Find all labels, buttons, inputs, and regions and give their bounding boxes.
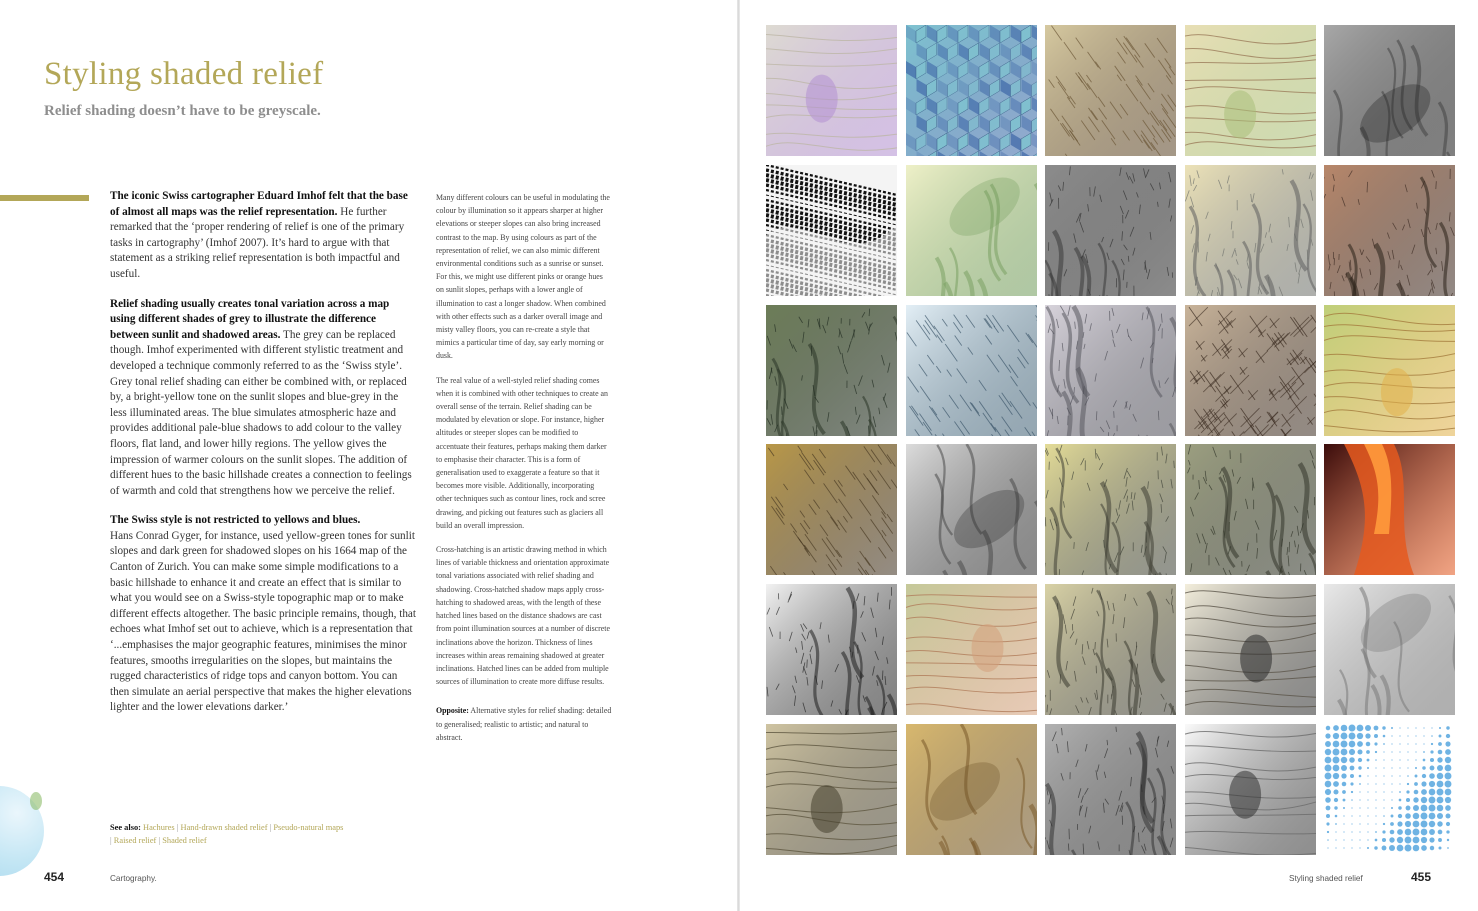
see-also-link-hachures[interactable]: Hachures: [143, 823, 175, 832]
running-footer: Styling shaded relief: [1289, 874, 1363, 883]
relief-tile-image: [1324, 724, 1455, 855]
relief-tile-image: [906, 584, 1037, 715]
body-text: He further remarked that the ‘proper rendering of relief is one of the primary tasks in cartography’ (Imhof 2007). It’s hard to argue with that statement as a striking relief representation is both impactful and useful.: [110, 205, 405, 280]
relief-tile-red-brown-rock: [1324, 165, 1455, 296]
relief-tile-pale-yellow-green: [906, 165, 1037, 296]
relief-tile-image: [1185, 25, 1316, 156]
relief-tile-image: [906, 25, 1037, 156]
relief-tile-image: [1324, 305, 1455, 436]
relief-style-grid: [766, 25, 1472, 855]
page-number: 455: [1411, 870, 1432, 884]
relief-tile-image: [906, 305, 1037, 436]
side-paragraph-colours: Many different colours can be useful in modulating the colour by illumination so it appears sharper at higher elevations or steeper slopes can also bring increased contrast to the map. By using colours as part of the representation of relief, we can also mimic different environmental conditions such as a sunrise or sunset. For this, we might use different pinks or orange hues on sunlit slopes, perhaps with a lower angle of illumination to cast a longer shadow. When combined with other effects such as a darker overall image and misty valley floors, you can re-create a style that mimics a particular time of day, say early morning or dusk.: [436, 193, 610, 361]
caption-text: Alternative styles for relief shading: detailed to generalised; realistic to artistic; and natural to abstract.: [436, 706, 612, 742]
relief-tile-image: [766, 305, 897, 436]
see-also-link-hand-drawn-shaded-relief[interactable]: Hand-drawn shaded relief: [180, 823, 268, 832]
body-text: The grey can be replaced though. Imhof experimented with different stylistic treatment and developed a technique commonly referred to as the ‘Swiss style’. Grey tonal relief shading can either be combined with, or replaced by, a bright-yellow tone on the sunlit slopes and blue-grey in the less illuminated areas. The blue simulates atmospheric haze and provides additional pale-blue shadows to add colour to the valley floors, flat land, and lower hilly regions. The yellow gives the impression of warmer colours on the sunlit slopes. The addition of different hues to the basic hillshade creates a connection to feelings of warmth and cold that strengthens how we perceive the relief.: [110, 328, 412, 497]
see-also-separator: |: [158, 836, 161, 845]
relief-tile-blue-pen-sketch: [906, 305, 1037, 436]
page-title: Styling shaded relief: [44, 56, 324, 92]
relief-tile-image: [766, 584, 897, 715]
relief-tile-lilac-contours: [766, 25, 897, 156]
page-subtitle: Relief shading doesn’t have to be greyscale.: [44, 103, 321, 119]
relief-tile-image: [1045, 724, 1176, 855]
paragraph-swiss-style: [110, 513, 416, 716]
lead-sentence: Relief shading usually creates tonal variation across a map using different shades of grey to illustrate the difference between sunlit and shadowed areas.: [110, 297, 390, 341]
relief-tile-image: [1185, 165, 1316, 296]
relief-tile-grey-detailed: [1045, 724, 1176, 855]
page-number: 454: [44, 870, 65, 884]
paragraph-imhof: [110, 189, 416, 283]
relief-tile-image: [766, 724, 897, 855]
relief-tile-green-tint-contours: [1185, 25, 1316, 156]
see-also-link-raised-relief[interactable]: Raised relief: [113, 836, 157, 845]
relief-tile-golden-realistic: [906, 724, 1037, 855]
relief-tile-grey-rugged: [1045, 165, 1176, 296]
side-text-column: [436, 191, 612, 755]
relief-tile-layer-tint-lake: [906, 584, 1037, 715]
relief-tile-image: [1324, 444, 1455, 575]
relief-tile-image: [1185, 444, 1316, 575]
lead-sentence: The iconic Swiss cartographer Eduard Imhof felt that the base of almost all maps was the relief representation.: [110, 190, 408, 218]
running-footer: Cartography.: [110, 874, 157, 883]
relief-tile-image: [906, 165, 1037, 296]
relief-tile-image: [1045, 584, 1176, 715]
figure-caption: [436, 704, 612, 744]
relief-tile-brown-cross-hatch: [1185, 305, 1316, 436]
accent-rule: [0, 195, 89, 201]
relief-tile-image: [1045, 305, 1176, 436]
right-page: [740, 0, 1478, 911]
relief-tile-olive-sage: [1185, 444, 1316, 575]
relief-tile-yellow-pen-drainage: [1185, 165, 1316, 296]
relief-tile-image: [1185, 584, 1316, 715]
relief-tile-yellow-grey-relief: [1045, 584, 1176, 715]
relief-tile-image: [1185, 724, 1316, 855]
relief-tile-image: [906, 724, 1037, 855]
relief-tile-ink-sketch-white: [766, 584, 897, 715]
side-paragraph-cross-hatching: Cross-hatching is an artistic drawing method in which lines of variable thickness and orientation approximate tonal variations associated with relief shading and shadowing. Cross-hatched shadow maps apply cross-hatching to shadowed areas, with the length of these hatched lines based on the distance shadows are cast from point illumination sources at a number of discrete inclinations above the horizon. Thickness of lines increases within areas remaining shadowed at greater inclinations. Hatched lines can be added from multiple sources of illumination to create more diffuse results.: [436, 545, 610, 687]
side-paragraph-value: The real value of a well-styled relief shading comes when it is combined with other techniques to create an overall sense of the terrain. Relief shading can be modulated by elevation or slope. For instance, higher altitudes or steeper slopes can be modified to accentuate their features, perhaps making them darker to emphasise their character. This is a form of generalisation used to exaggerate a feature so that it becomes more visible. Additionally, incorporating other techniques such as contour lines, rock and scree drawing, and picking out features such as glaciers all build an overall impression.: [436, 375, 609, 530]
see-also-separator: |: [269, 823, 272, 832]
relief-tile-image: [766, 444, 897, 575]
caption-label: Opposite:: [436, 706, 469, 716]
relief-tile-contour-shaded-sepia: [766, 724, 897, 855]
globe-graphic: [0, 786, 44, 876]
lead-sentence: The Swiss style is not restricted to yellows and blues.: [110, 514, 361, 527]
relief-tile-image: [1324, 25, 1455, 156]
relief-tile-image: [1185, 305, 1316, 436]
relief-tile-thin-contours-cream: [1185, 584, 1316, 715]
relief-tile-blue-dots-abstract: [1324, 724, 1455, 855]
paragraph-tonal-variation: [110, 297, 416, 500]
see-also-link-shaded-relief[interactable]: Shaded relief: [162, 836, 207, 845]
see-also-separator: |: [176, 823, 179, 832]
relief-tile-image: [1324, 584, 1455, 715]
see-also-separator: |: [110, 836, 112, 845]
relief-tile-greyscale-high-contrast: [1324, 25, 1455, 156]
relief-tile-blue-cubes: [906, 25, 1037, 156]
relief-tile-line-only-contours: [1185, 724, 1316, 855]
relief-tile-dark-green-olive: [766, 305, 897, 436]
relief-tile-golden-hachure: [766, 444, 897, 575]
relief-tile-image: [766, 165, 897, 296]
relief-tile-black-halftone-lines: [766, 165, 897, 296]
main-text-column: [110, 189, 416, 730]
relief-tile-sepia-hachure: [1045, 25, 1176, 156]
relief-tile-image: [1324, 165, 1455, 296]
relief-tile-image: [906, 444, 1037, 575]
body-text: Hans Conrad Gyger, for instance, used yellow-green tones for sunlit slopes and dark green for shadowed slopes on his 1664 map of the Canton of Zurich. You can make some simple modifications to a basic hillshade to enhance it and create an effect that is similar to what you would see on a Swiss-style topographic map or to make different effects altogether. The basic principle remains, though, that echoes what Imhof set out to achieve, which is a representation that ‘...emphasises the major geographic features, minimises the minor features, smooths irregularities on the slopes, but maintains the rugged characteristics of ridge tops and canyon bottom. You can then simulate an aerial perspective that makes the higher elevations lighter and the lower elevations darker.’: [110, 529, 416, 714]
relief-tile-dark-fire-gradient: [1324, 444, 1455, 575]
relief-tile-image: [1045, 444, 1176, 575]
relief-tile-image: [1045, 25, 1176, 156]
left-page: [0, 0, 737, 911]
relief-tile-soft-grey-snow: [1324, 584, 1455, 715]
relief-tile-image: [1045, 165, 1176, 296]
relief-tile-misty-lilac-grey: [1045, 305, 1176, 436]
see-also-label: See also:: [110, 823, 141, 832]
relief-tile-yellow-green-elevation: [1324, 305, 1455, 436]
relief-tile-yellow-swiss-style: [1045, 444, 1176, 575]
relief-tile-light-grey-relief: [906, 444, 1037, 575]
see-also: [110, 821, 400, 847]
see-also-link-pseudo-natural-maps[interactable]: Pseudo-natural maps: [273, 823, 344, 832]
relief-tile-image: [766, 25, 897, 156]
